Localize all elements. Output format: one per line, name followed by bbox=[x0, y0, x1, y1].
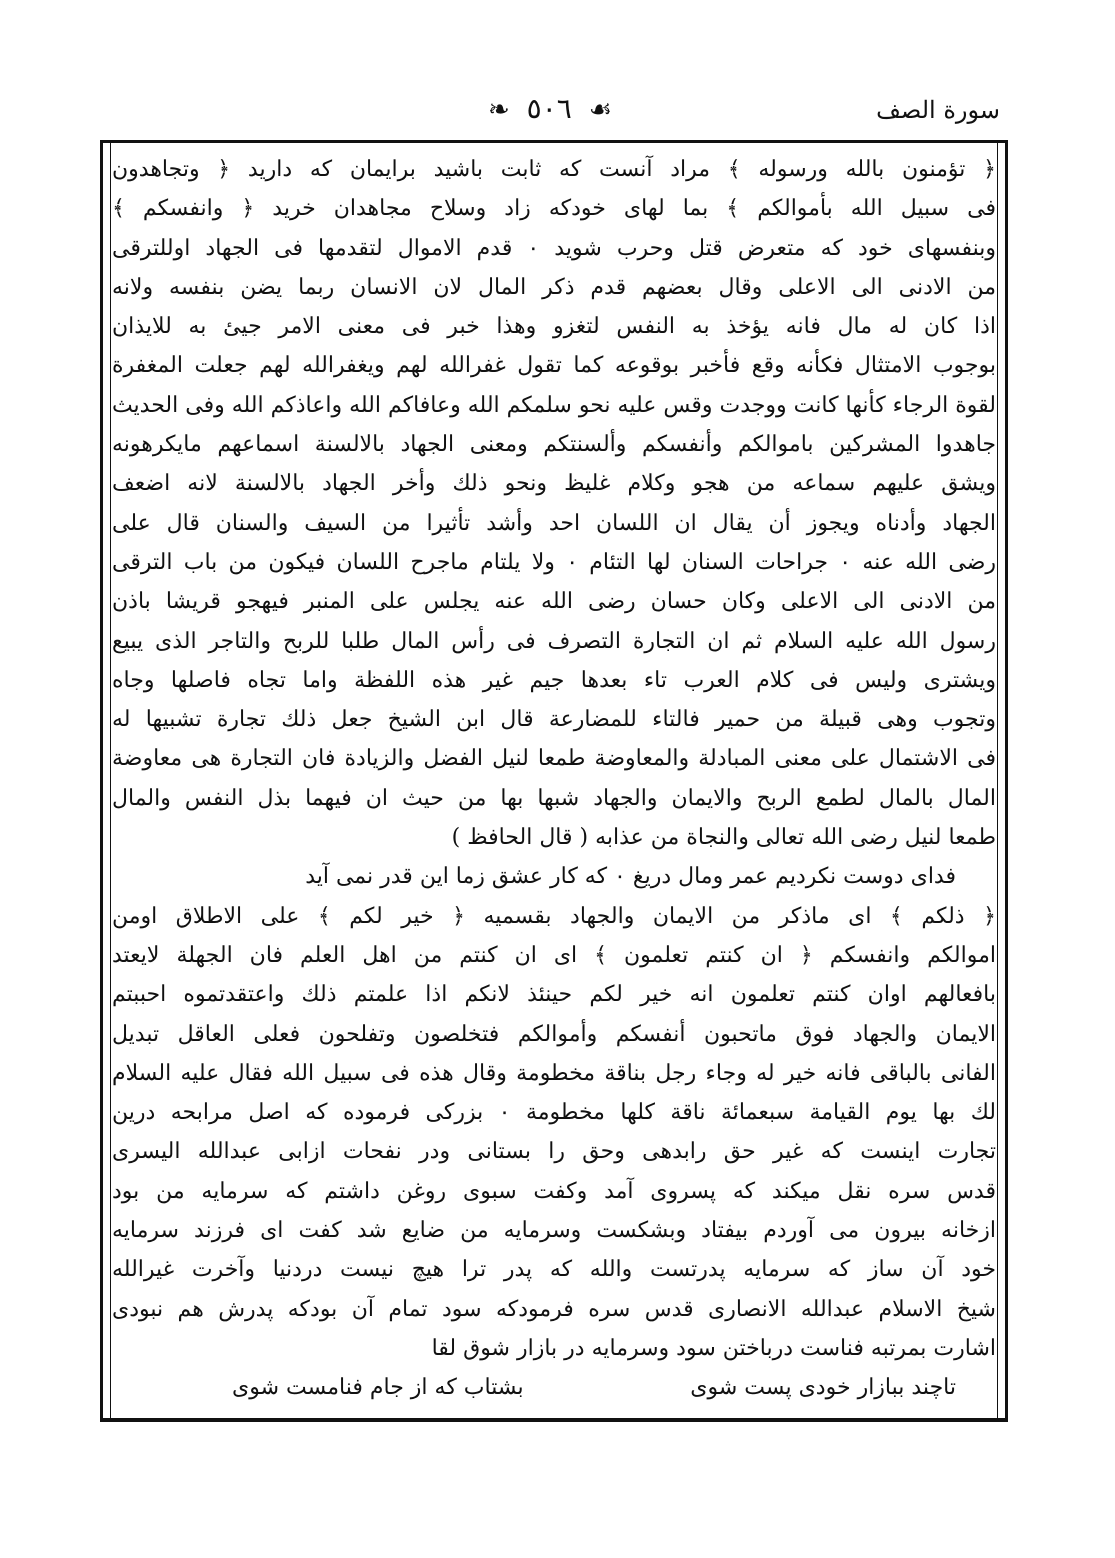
text-line: اموالكم وانفسكم ﴿ ان كنتم تعلمون ﴾ اى ان كنتم من اهل العلم فان الجهلة لايعتد bbox=[112, 942, 996, 968]
text-line: ﴿ ذلكم ﴾ اى ماذكر من الايمان والجهاد بقسميه ﴿ خير لكم ﴾ على الاطلاق اومن bbox=[112, 903, 996, 929]
text-line: من الادنى الى الاعلى وكان حسان رضى الله عنه يجلس على المنبر فيهجو قريشا باذن bbox=[112, 589, 996, 615]
body-text bbox=[112, 150, 996, 1408]
poem-line: فداى دوست نكرديم عمر ومال دريغ ٠ كه كار عشق زما اين قدر نمى آيد bbox=[305, 864, 956, 890]
text-line: شيخ الاسلام عبدالله الانصارى قدس سره فرمودكه سود تمام آن بودكه پدرش هم نبودى bbox=[112, 1296, 996, 1322]
verse-hemistich: تاچند ببازار خودى پست شوى bbox=[690, 1375, 956, 1401]
text-line: المال بالمال لطمع الربح والايمان والجهاد شبها بها من حيث ان فيهما بذل النفس والمال bbox=[112, 785, 996, 811]
text-line: ويشترى وليس فى كلام العرب تاء بعدها جيم غير هذه اللفظة واما تجاه فاصلها وجاه bbox=[112, 667, 996, 693]
verse-couplet bbox=[112, 1368, 996, 1408]
text-line: ازخانه بيرون مى آوردم بيفتاد وبشكست وسرمايه من ضايع شد كفت اى فرزند سرمايه bbox=[112, 1218, 996, 1244]
page-header bbox=[100, 92, 1000, 140]
verse-hemistich: بشتاب كه از جام فنامست شوى bbox=[232, 1375, 524, 1401]
text-line: جاهدوا المشركين باموالكم وأنفسكم وألسنتكم ومعنى الجهاد بالالسنة اسماعهم مايكرهونه bbox=[112, 432, 996, 458]
text-line: فى سبيل الله بأموالكم ﴾ بما لهاى خودكه زاد وسلاح مجاهدان خريد ﴿ وانفسكم ﴾ bbox=[112, 196, 996, 222]
text-line: الفانى بالباقى فانه خير له وجاء رجل بناقة مخطومة وقال هذه فى سبيل الله فقال عليه السلام bbox=[112, 1060, 996, 1086]
text-line: بافعالهم اوان كنتم تعلمون انه خير لكم حينئذ لانكم اذا علمتم ذلك واعتقدتموه احببتم bbox=[112, 982, 996, 1008]
text-line: فى الاشتمال على معنى المبادلة والمعاوضة طمعا لنيل الفضل والزيادة فان التجارة هى معاوضة bbox=[112, 746, 996, 772]
text-line: لك بها يوم القيامة سبعمائة ناقة كلها مخطومة ٠ بزركى فرموده كه اصل مرابحه درين bbox=[112, 1100, 996, 1126]
text-line: الجهاد وأدناه ويجوز أن يقال ان اللسان احد وأشد تأثيرا من السيف والسنان قال على bbox=[112, 510, 996, 536]
text-line: طمعا لنيل رضى الله تعالى والنجاة من عذابه ( قال الحافظ ) bbox=[451, 825, 996, 851]
ornament-left-icon: ☙ bbox=[588, 95, 613, 125]
text-line: بوجوب الامتثال فكأنه وقع فأخبر بوقوعه كما تقول غفرالله لهم ويغفرالله لهم جعلت المغفرة bbox=[112, 353, 996, 379]
text-line: رضى الله عنه ٠ جراحات السنان لها التئام ٠ ولا يلتام ماجرح اللسان فيكون من باب الترقى bbox=[112, 549, 996, 575]
text-line: وتجوب وهى قبيلة من حمير فالتاء للمضارعة قال ابن الشيخ جعل ذلك تجارة تشبيها له bbox=[112, 707, 996, 733]
surah-name: سورة الصف bbox=[876, 96, 1000, 124]
text-line: خود آن ساز كه سرمايه پدرتست والله كه پدر ترا هيچ نيست دردنيا وآخرت غيرالله bbox=[112, 1257, 996, 1283]
page-number-block bbox=[400, 92, 700, 125]
text-line: من الادنى الى الاعلى وقال بعضهم قدم ذكر المال لان الانسان ربما يضن بنفسه ولانه bbox=[112, 274, 996, 300]
text-line: قدس سره نقل ميكند كه پسروى آمد وكفت سبوى روغن داشتم كه سرمايه من بود bbox=[112, 1178, 996, 1204]
text-line: اشارت بمرتبه فناست درباختن سود وسرمايه در بازار شوق لقا bbox=[431, 1335, 996, 1361]
text-line: ويشق عليهم سماعه من هجو وكلام غليظ ونحو ذلك وأخر الجهاد بالالسنة لانه اضعف bbox=[112, 471, 996, 497]
text-line: لقوة الرجاء كأنها كانت ووجدت وقس عليه نحو سلمكم الله وعافاكم الله واعاذكم الله وفى الحديث bbox=[112, 392, 996, 418]
page-number: ٥٠٦ bbox=[526, 92, 572, 125]
text-line: تجارت اينست كه غير حق رابدهى وحق را بستانى ودر نفحات ازابى عبدالله اليسرى bbox=[112, 1139, 996, 1165]
ornament-right-icon: ❧ bbox=[487, 95, 510, 125]
text-line: اذا كان له مال فانه يؤخذ به النفس لتغزو وهذا خبر فى معنى الامر جيئ به للايذان bbox=[112, 314, 996, 340]
text-line: وبنفسهاى خود كه متعرض قتل وحرب شويد ٠ قدم الاموال لتقدمها فى الجهاد اوللترقى bbox=[112, 235, 996, 261]
text-line: ﴿ تؤمنون بالله ورسوله ﴾ مراد آنست كه ثابت باشيد برايمان كه داريد ﴿ وتجاهدون bbox=[112, 157, 996, 182]
text-line: رسول الله عليه السلام ثم ان التجارة التصرف فى رأس المال طلبا للربح والتاجر الذى يبيع bbox=[112, 628, 996, 654]
text-line: الايمان والجهاد فوق ماتحبون أنفسكم وأموالكم فتخلصون وتفلحون فعلى العاقل تبديل bbox=[112, 1021, 996, 1047]
